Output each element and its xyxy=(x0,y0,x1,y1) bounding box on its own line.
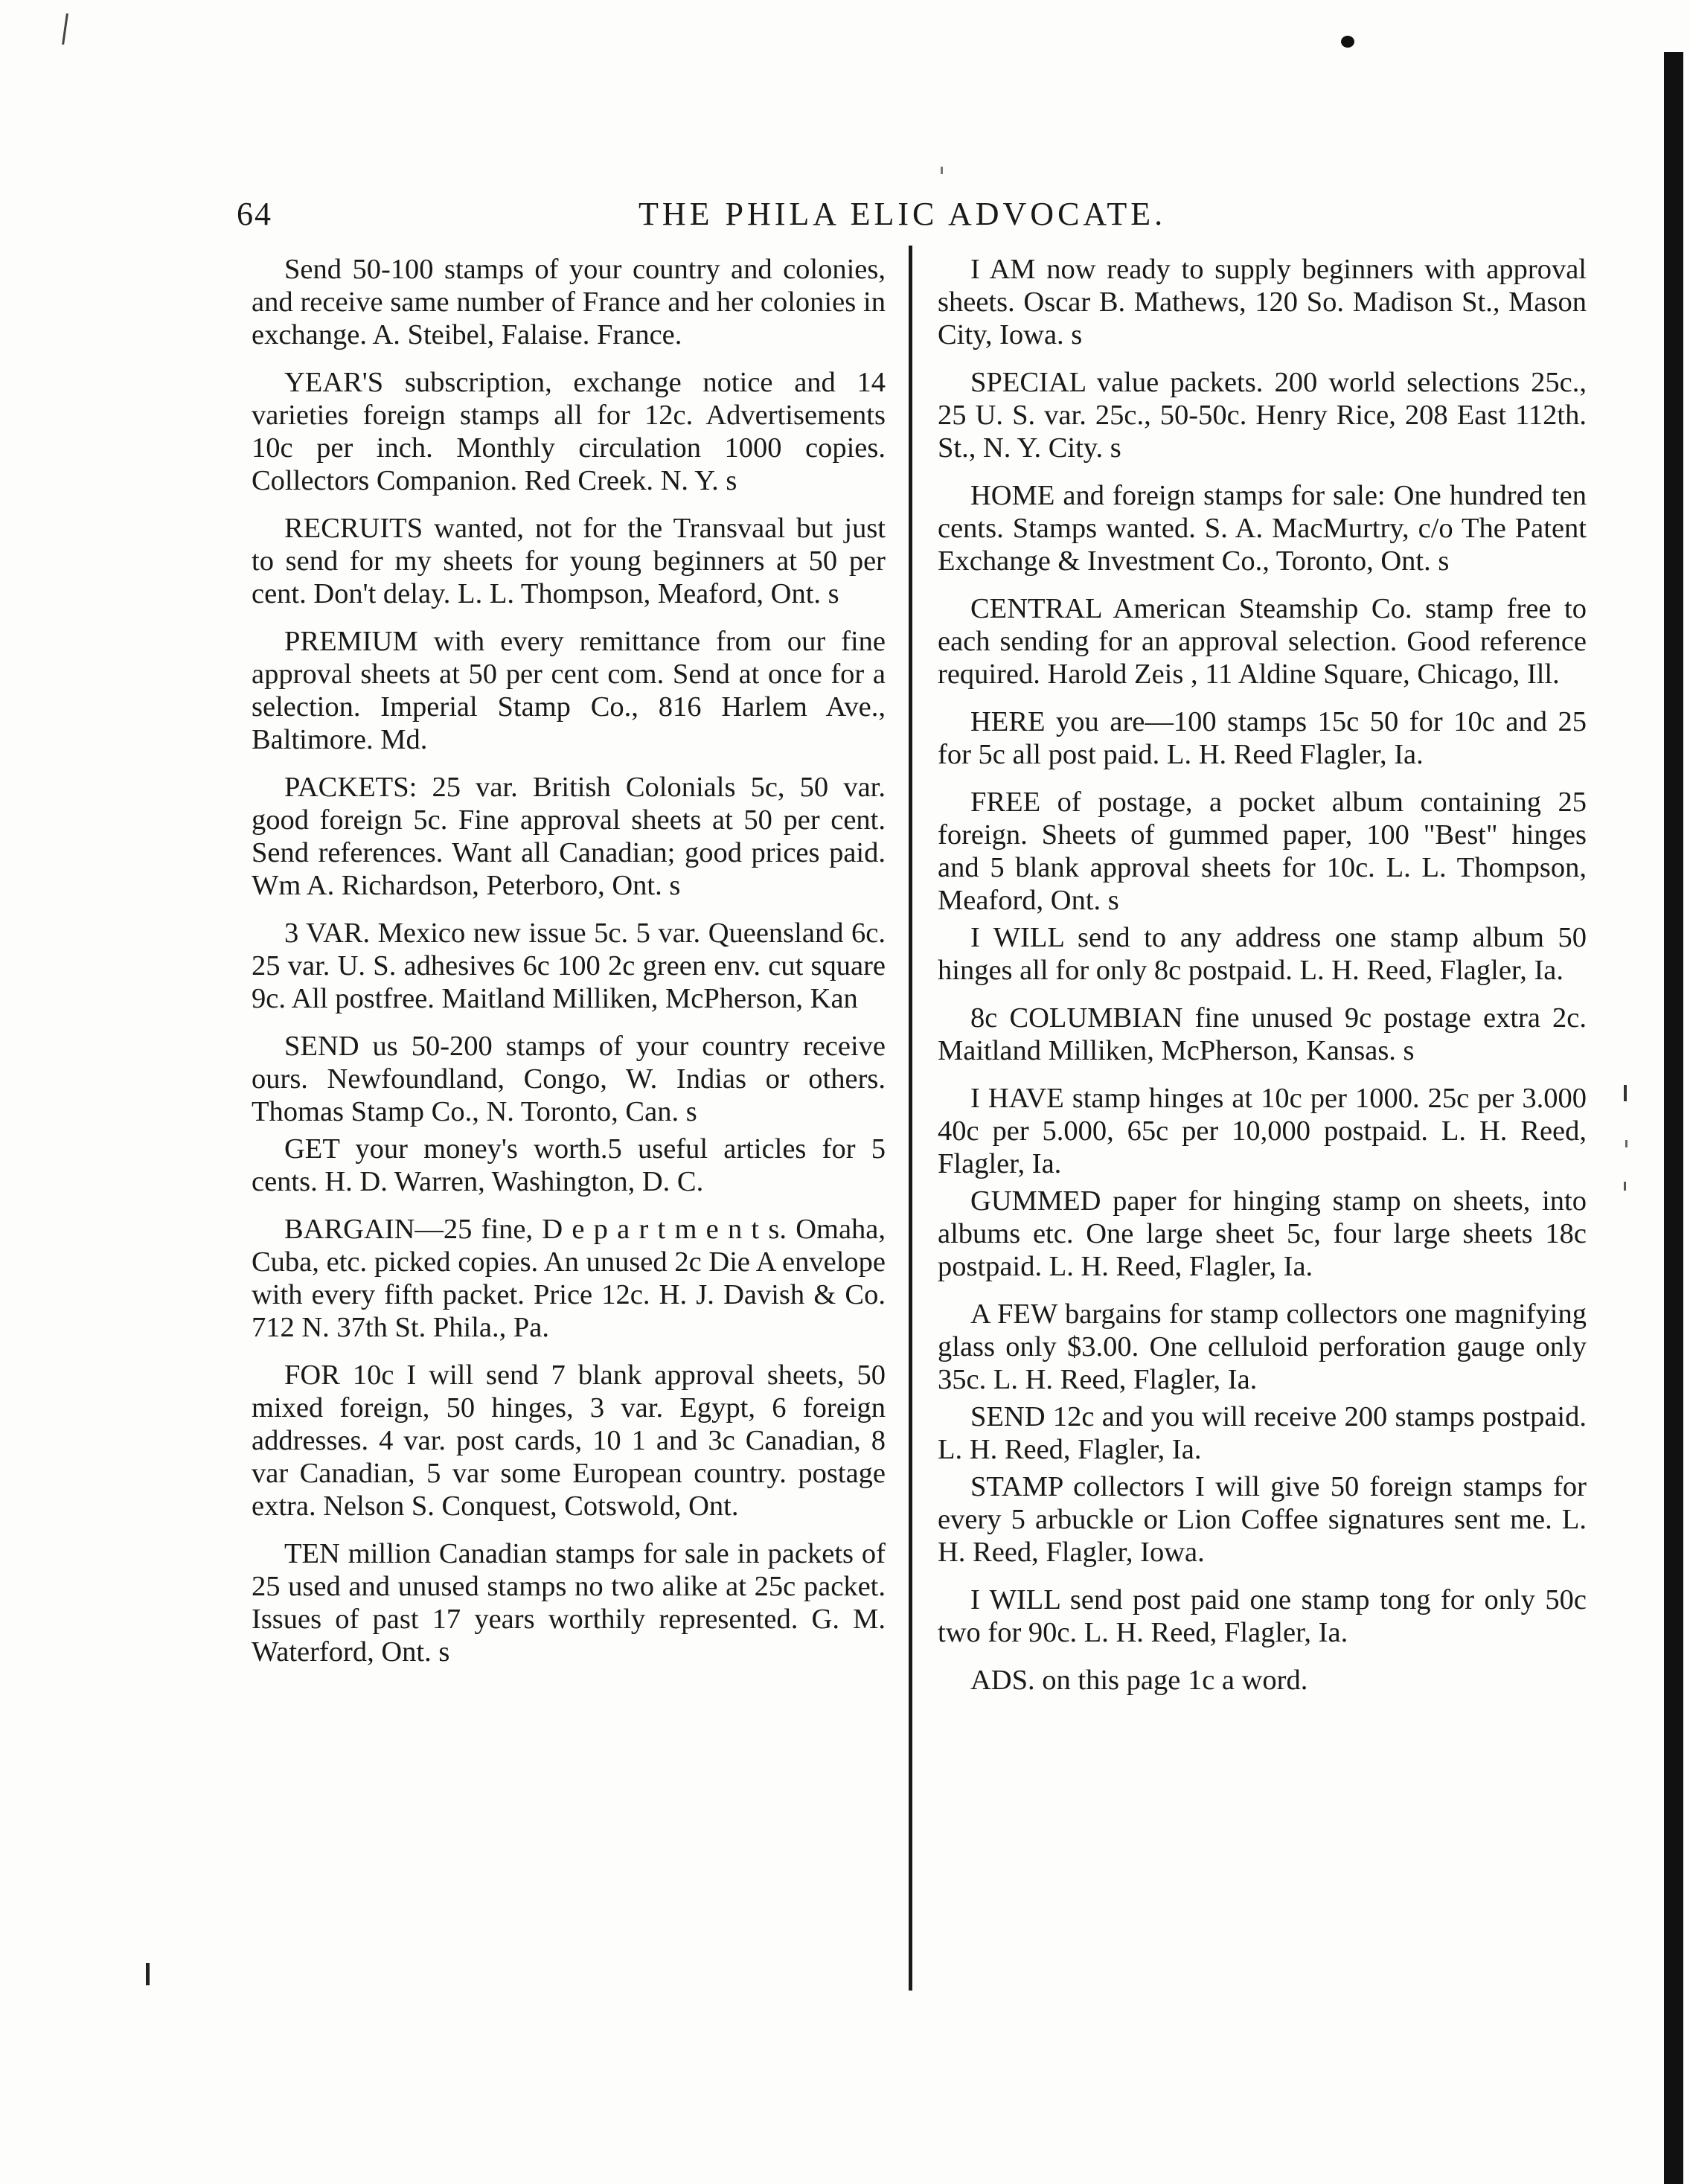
page-footnote: ADS. on this page 1c a word. xyxy=(970,1665,1308,1696)
classified-ad: FOR 10c I will send 7 blank approval sheets, 50 mixed foreign, 50 hinges, 3 var. Egypt, 6 foreign addresses. 4 var. post cards, 10 1 and 3c Canadian, 8 var Canadian, 5 var some European country. postage extra. Nelson S. Conquest, Cotswold, Ont. xyxy=(252,1360,886,1522)
classified-ad: TEN million Canadian stamps for sale in packets of 25 used and unused stamps no two alike at 25c packet. Issues of past 17 years worthily represented. G. M. Waterford, Ont. s xyxy=(252,1538,886,1668)
classified-ad: HERE you are—100 stamps 15c 50 for 10c and 25 for 5c all post paid. L. H. Reed Flagler, Ia. xyxy=(938,706,1587,770)
scan-speck xyxy=(62,13,68,45)
classified-ad: GUMMED paper for hinging stamp on sheets, into albums etc. One large sheet 5c, four large sheets 18c postpaid. L. H. Reed, Flagler, Ia. xyxy=(938,1185,1587,1282)
classified-ad: BARGAIN—25 fine, D e p a r t m e n t s. Omaha, Cuba, etc. picked copies. An unused 2c Die A envelope with every fifth packet. Price 12c. H. J. Davish & Co. 712 N. 37th St. Phila., Pa. xyxy=(252,1214,886,1343)
classified-ad: SEND 12c and you will receive 200 stamps postpaid. L. H. Reed, Flagler, Ia. xyxy=(938,1401,1587,1465)
classified-ad: RECRUITS wanted, not for the Transvaal but just to send for my sheets for young beginners at 50 per cent. Don't delay. L. L. Thompson, Meaford, Ont. s xyxy=(252,513,886,609)
classified-ad: I WILL send to any address one stamp album 50 hinges all for only 8c postpaid. L. H. Reed, Flagler, Ia. xyxy=(938,922,1587,986)
scan-speck xyxy=(1341,36,1354,48)
scan-speck xyxy=(1625,1140,1627,1147)
page-number: 64 xyxy=(237,196,272,232)
classified-ad: GET your money's worth.5 useful articles for 5 cents. H. D. Warren, Washington, D. C. xyxy=(252,1133,886,1197)
classified-ad: PACKETS: 25 var. British Colonials 5c, 50 var. good foreign 5c. Fine approval sheets at 50 per cent. Send references. Want all Canadian; good prices paid. Wm A. Richardson, Peterboro, Ont. s xyxy=(252,772,886,901)
scan-speck xyxy=(1624,1182,1626,1191)
classified-ad: HOME and foreign stamps for sale: One hundred ten cents. Stamps wanted. S. A. MacMurtry, c/o The Patent Exchange & Investment Co., Toronto, Ont. s xyxy=(938,480,1587,577)
classified-ad: SPECIAL value packets. 200 world selections 25c., 25 U. S. var. 25c., 50-50c. Henry Rice, 208 East 112th. St., N. Y. City. s xyxy=(938,367,1587,464)
right-column xyxy=(938,253,1587,1711)
classified-ad: I HAVE stamp hinges at 10c per 1000. 25c per 3.000 40c per 5.000, 65c per 10,000 postpaid. L. H. Reed, Flagler, Ia. xyxy=(938,1083,1587,1179)
column-rule xyxy=(909,246,912,1991)
journal-title: THE PHILA ELIC ADVOCATE. xyxy=(638,196,1167,232)
scan-speck xyxy=(1624,1085,1627,1101)
classified-ad: I AM now ready to supply beginners with approval sheets. Oscar B. Mathews, 120 So. Madison St., Mason City, Iowa. s xyxy=(938,254,1587,350)
classified-ad: I WILL send post paid one stamp tong for only 50c two for 90c. L. H. Reed, Flagler, Ia. xyxy=(938,1584,1587,1648)
classified-ad: YEAR'S subscription, exchange notice and 14 varieties foreign stamps all for 12c. Advertisements 10c per inch. Monthly circulation 1000 copies. Collectors Companion. Red Creek. N. Y. s xyxy=(252,367,886,496)
classified-ad: 3 VAR. Mexico new issue 5c. 5 var. Queensland 6c. 25 var. U. S. adhesives 6c 100 2c green env. cut square 9c. All postfree. Maitland Milliken, McPherson, Kan xyxy=(252,918,886,1014)
classified-ad: PREMIUM with every remittance from our fine approval sheets at 50 per cent com. Send at once for a selection. Imperial Stamp Co., 816 Harlem Ave., Baltimore. Md. xyxy=(252,626,886,755)
classified-ad: SEND us 50-200 stamps of your country receive ours. Newfoundland, Congo, W. Indias or others. Thomas Stamp Co., N. Toronto, Can. s xyxy=(252,1031,886,1127)
scan-speck xyxy=(941,167,943,174)
page-edge-shadow xyxy=(1664,52,1683,2184)
classified-ad: STAMP collectors I will give 50 foreign stamps for every 5 arbuckle or Lion Coffee signatures sent me. L. H. Reed, Flagler, Iowa. xyxy=(938,1471,1587,1568)
scan-speck xyxy=(146,1963,150,1985)
left-column xyxy=(252,253,886,1683)
running-header xyxy=(237,195,1576,240)
classified-ad: FREE of postage, a pocket album containing 25 foreign. Sheets of gummed paper, 100 "Best" hinges and 5 blank approval sheets for 10c. L. L. Thompson, Meaford, Ont. s xyxy=(938,787,1587,916)
classified-ad: 8c COLUMBIAN fine unused 9c postage extra 2c. Maitland Milliken, McPherson, Kansas. s xyxy=(938,1002,1587,1066)
classified-ad: CENTRAL American Steamship Co. stamp free to each sending for an approval selection. Good reference required. Harold Zeis , 11 Aldine Square, Chicago, Ill. xyxy=(938,593,1587,690)
classified-ad: A FEW bargains for stamp collectors one magnifying glass only $3.00. One celluloid perforation gauge only 35c. L. H. Reed, Flagler, Ia. xyxy=(938,1298,1587,1395)
classified-ad: Send 50-100 stamps of your country and colonies, and receive same number of France and her colonies in exchange. A. Steibel, Falaise. France. xyxy=(252,254,886,350)
